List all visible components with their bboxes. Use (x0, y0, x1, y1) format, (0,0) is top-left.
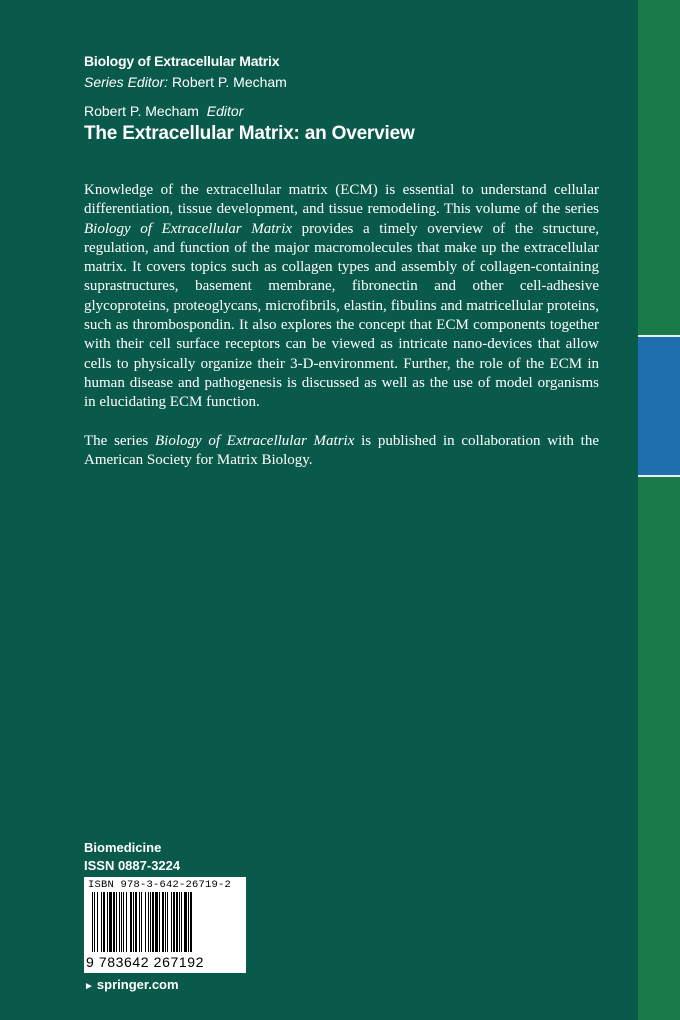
description-text: Knowledge of the extracellular matrix (ECM) is essential to understand cellular differentiation, tissue development, and tissue remodeling. This volume of the series (84, 182, 599, 218)
description-paragraph-1 (84, 181, 599, 413)
barcode-bar (97, 892, 98, 952)
barcode-bar (145, 892, 146, 952)
barcode-bar (184, 892, 187, 952)
barcode-bar (130, 892, 132, 952)
barcode-bar (162, 892, 164, 952)
book-description (84, 181, 599, 489)
barcode-bar (181, 892, 182, 952)
barcode-bar (119, 892, 120, 952)
stripe-divider-top (638, 335, 680, 337)
series-name-italic: Biology of Extracellular Matrix (154, 432, 355, 449)
series-editor-name: Robert P. Mecham (171, 74, 287, 90)
series-title: Biology of Extracellular Matrix (84, 53, 280, 69)
barcode-bar (113, 892, 115, 952)
barcode-bar (121, 892, 122, 952)
side-stripe-blue (638, 337, 680, 475)
barcode-bar (148, 892, 149, 952)
barcode-bar (139, 892, 140, 952)
barcode-bar (141, 892, 142, 952)
barcode-bar (133, 892, 134, 952)
barcode-bar (179, 892, 180, 952)
series-editor-label: Series Editor: (84, 74, 169, 90)
barcode-bar (176, 892, 178, 952)
description-text: is published in collaboration with the American Society for Matrix Biology. (84, 432, 599, 468)
publisher-website: springer.com (96, 977, 179, 992)
barcode-bar (116, 892, 117, 952)
book-title: The Extracellular Matrix: an Overview (84, 123, 415, 144)
barcode-bar (165, 892, 166, 952)
isbn-text: ISBN 978-3-642-26719-2 (88, 879, 232, 891)
barcode-bar (126, 892, 127, 952)
barcode-bar (150, 892, 151, 952)
barcode-bar (101, 892, 102, 952)
barcode-bar (92, 892, 93, 952)
barcode-bar (167, 892, 168, 952)
barcode-bar (107, 892, 108, 952)
description-text: provides a timely overview of the structure, regulation, and function of the major macromolecules that make up the extracellular matrix. It covers topics such as collagen types and assembly of collagen-containing suprastructures, basement membrane, fibronectin and other cell-adhesive glycoproteins, proteoglycans, microfibrils, elastin, fibulins and matricellular proteins, such as thrombospondin. It also explores the concept that ECM components together with their cell surface receptors can be viewed as intricate nano-devices that allow cells to physically organize their 3-D-environment. Further, the role of the ECM in human disease and pathogenesis is discussed as well as the use of model organisms in elucidating ECM function. (84, 220, 599, 411)
barcode-bar (173, 892, 175, 952)
book-editor (84, 103, 243, 119)
series-name-italic: Biology of Extracellular Matrix (84, 220, 293, 237)
barcode-bar (123, 892, 124, 952)
issn-number: ISSN 0887-3224 (84, 858, 181, 873)
book-editor-name: Robert P. Mecham (84, 103, 199, 119)
arrow-right-icon: ► (84, 981, 94, 992)
barcode-bar (135, 892, 137, 952)
barcode-bar (109, 892, 112, 952)
barcode-bar (103, 892, 105, 952)
barcode-bars (88, 892, 242, 954)
barcode-digits: 9 783642 267192 (86, 954, 204, 970)
stripe-divider-bottom (638, 475, 680, 477)
barcode-bar (190, 892, 192, 952)
barcode-bar (94, 892, 95, 952)
barcode-bar (188, 892, 189, 952)
subject-category: Biomedicine (84, 840, 162, 855)
barcode-bar (155, 892, 158, 952)
barcode-bar (159, 892, 160, 952)
series-editor (84, 74, 287, 90)
side-stripe-green (638, 0, 680, 1020)
barcode-bar (152, 892, 154, 952)
isbn-barcode (84, 877, 246, 973)
description-paragraph-2 (84, 432, 599, 471)
description-text: The series (84, 432, 155, 449)
book-editor-role: Editor (206, 103, 244, 119)
barcode-bar (171, 892, 172, 952)
publisher-website-link[interactable] (84, 977, 179, 992)
